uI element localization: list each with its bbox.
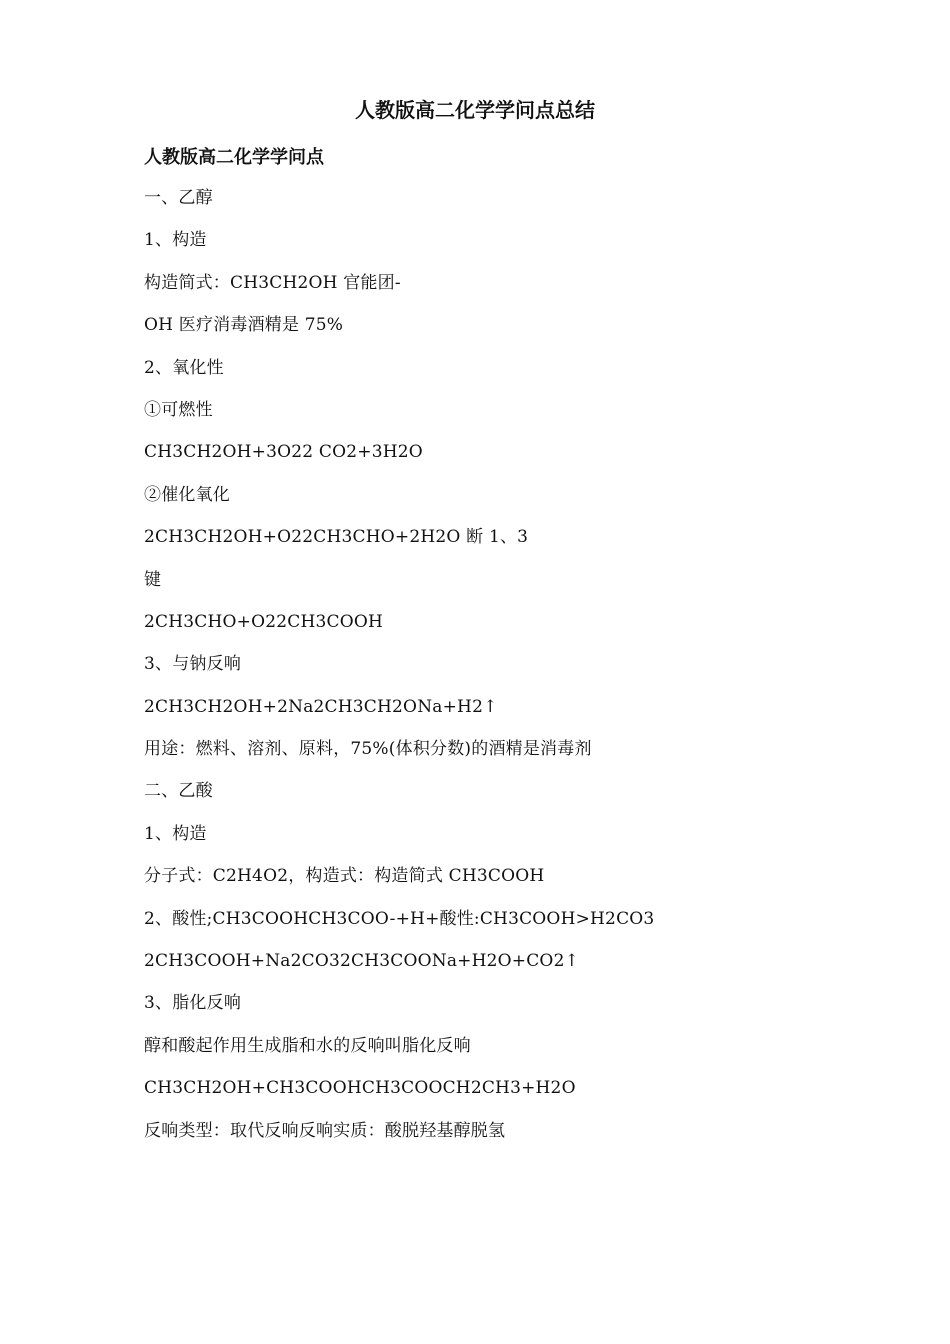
text-line: CH3CH2OH+CH3COOHCH3COOCH2CH3+H2O bbox=[144, 1078, 576, 1099]
text-line: 3、脂化反响 bbox=[144, 993, 242, 1014]
text-line: CH3CH2OH+3O22 CO2+3H2O bbox=[144, 442, 423, 463]
text-line: 1、构造 bbox=[144, 230, 207, 251]
text-line: 二、乙酸 bbox=[144, 781, 213, 802]
text-line: 2、酸性;CH3COOHCH3COO-+H+酸性:CH3COOH>H2CO3 bbox=[144, 908, 655, 929]
text-line: 构造简式：CH3CH2OH 官能团- bbox=[144, 272, 401, 293]
text-line: 用途：燃料、溶剂、原料，75%(体积分数)的酒精是消毒剂 bbox=[144, 739, 592, 760]
document-title: 人教版高二化学学问点总结 bbox=[355, 98, 595, 122]
text-line: 一、乙醇 bbox=[144, 188, 213, 208]
text-line: 2CH3CH2OH+O22CH3CHO+2H2O 断 1、3 bbox=[144, 527, 529, 548]
text-line: 3、与钠反响 bbox=[144, 654, 242, 675]
text-line: 2、氧化性 bbox=[144, 357, 224, 378]
text-line: ①可燃性 bbox=[144, 399, 213, 420]
text-line: 分子式：C2H4O2，构造式：构造简式 CH3COOH bbox=[144, 866, 545, 887]
text-line: 2CH3CH2OH+2Na2CH3CH2ONa+H2↑ bbox=[144, 696, 498, 717]
text-line: 醇和酸起作用生成脂和水的反响叫脂化反响 bbox=[144, 1035, 471, 1056]
text-line: 键 bbox=[144, 569, 162, 590]
section-heading: 人教版高二化学学问点 bbox=[144, 147, 324, 168]
text-line: 1、构造 bbox=[144, 823, 207, 844]
text-line: 2CH3CHO+O22CH3COOH bbox=[144, 611, 384, 632]
text-line: ②催化氧化 bbox=[144, 484, 230, 505]
text-line: 2CH3COOH+Na2CO32CH3COONa+H2O+CO2↑ bbox=[144, 951, 580, 972]
text-line: 反响类型：取代反响反响实质：酸脱羟基醇脱氢 bbox=[144, 1120, 506, 1141]
text-line: OH 医疗消毒酒精是 75% bbox=[144, 315, 344, 336]
content-lines bbox=[144, 186, 824, 1161]
